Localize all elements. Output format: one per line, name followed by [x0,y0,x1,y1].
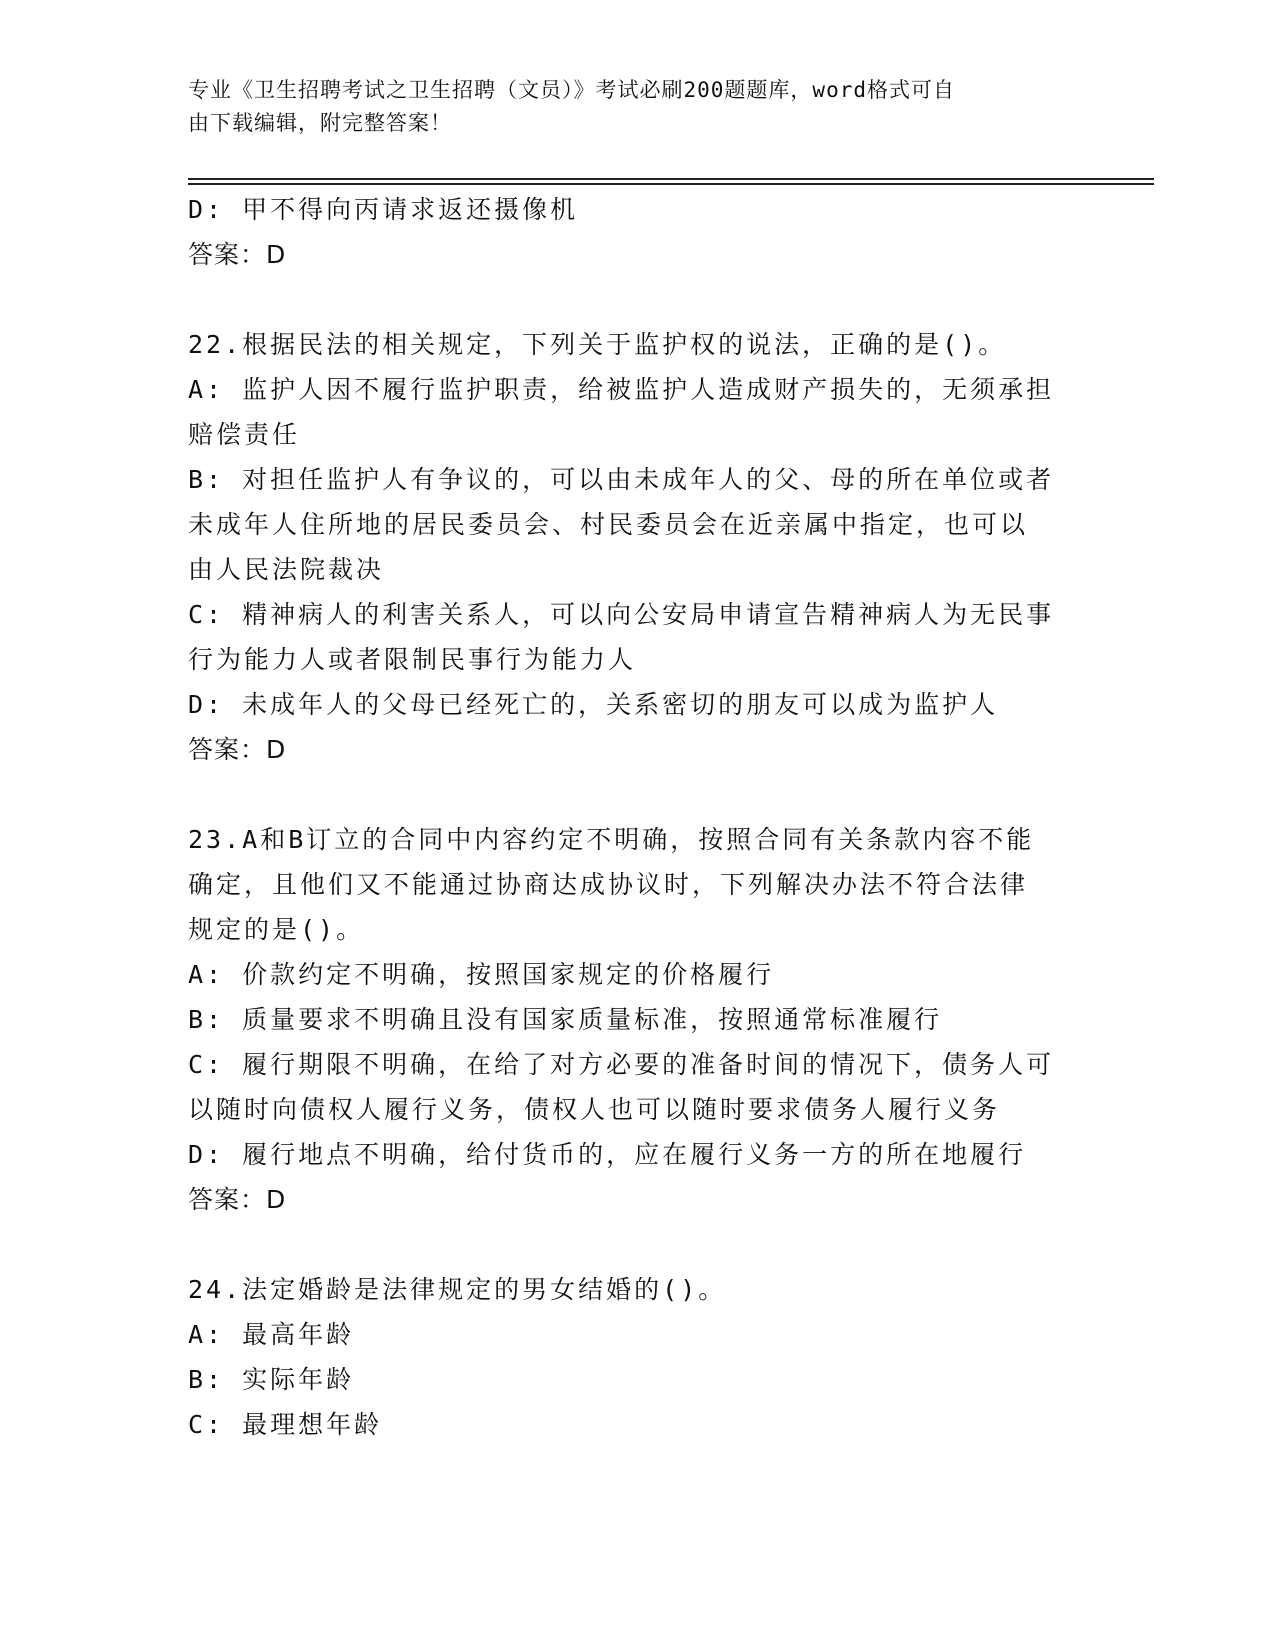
carryover-block [188,187,1088,277]
option-line: C: 精神病人的利害关系人，可以向公安局申请宣告精神病人为无民事 [188,600,1055,629]
option-line: D: 履行地点不明确，给付货币的，应在履行义务一方的所在地履行 [188,1140,1027,1169]
question-stem-line: 24.法定婚龄是法律规定的男女结婚的()。 [188,1275,727,1304]
answer-line: 答案：D [188,1185,287,1214]
question-stem-line: 规定的是()。 [188,915,365,944]
option-line: A: 监护人因不履行监护职责，给被监护人造成财产损失的，无须承担 [188,375,1055,404]
option-line: C: 履行期限不明确，在给了对方必要的准备时间的情况下，债务人可 [188,1050,1055,1079]
option-line: 由人民法院裁决 [188,555,385,584]
question-block [188,817,1088,1222]
header-divider-bottom [188,183,1154,185]
question-stem-line: 22.根据民法的相关规定，下列关于监护权的说法，正确的是()。 [188,330,1007,359]
option-line: B: 实际年龄 [188,1365,355,1394]
option-line: C: 最理想年龄 [188,1410,383,1439]
option-line: 行为能力人或者限制民事行为能力人 [188,645,637,674]
header-line-2: 由下载编辑，附完整答案！ [188,111,452,135]
carryover-answer: 答案：D [188,240,287,269]
question-block [188,322,1088,772]
header-divider-top [188,178,1154,180]
answer-line: 答案：D [188,735,287,764]
document-header [188,74,1088,140]
option-line: D: 未成年人的父母已经死亡的，关系密切的朋友可以成为监护人 [188,690,999,719]
question-block [188,1267,1088,1447]
option-line: A: 价款约定不明确，按照国家规定的价格履行 [188,960,775,989]
header-line-1: 专业《卫生招聘考试之卫生招聘（文员）》考试必刷200题题库，word格式可自 [188,78,955,102]
question-stem-line: 确定，且他们又不能通过协商达成协议时，下列解决办法不符合法律 [188,870,1029,899]
question-stem-line: 23.A和B订立的合同中内容约定不明确，按照合同有关条款内容不能 [188,825,1035,854]
option-line: 以随时向债权人履行义务，债权人也可以随时要求债务人履行义务 [188,1095,1001,1124]
option-line: B: 对担任监护人有争议的，可以由未成年人的父、母的所在单位或者 [188,465,1055,494]
option-line: A: 最高年龄 [188,1320,355,1349]
option-line: 赔偿责任 [188,420,301,449]
question-content [188,187,1088,1447]
option-line: B: 质量要求不明确且没有国家质量标准，按照通常标准履行 [188,1005,943,1034]
question-list [188,322,1088,1447]
option-line: 未成年人住所地的居民委员会、村民委员会在近亲属中指定，也可以 [188,510,1029,539]
carryover-option-d: D: 甲不得向丙请求返还摄像机 [188,195,579,224]
